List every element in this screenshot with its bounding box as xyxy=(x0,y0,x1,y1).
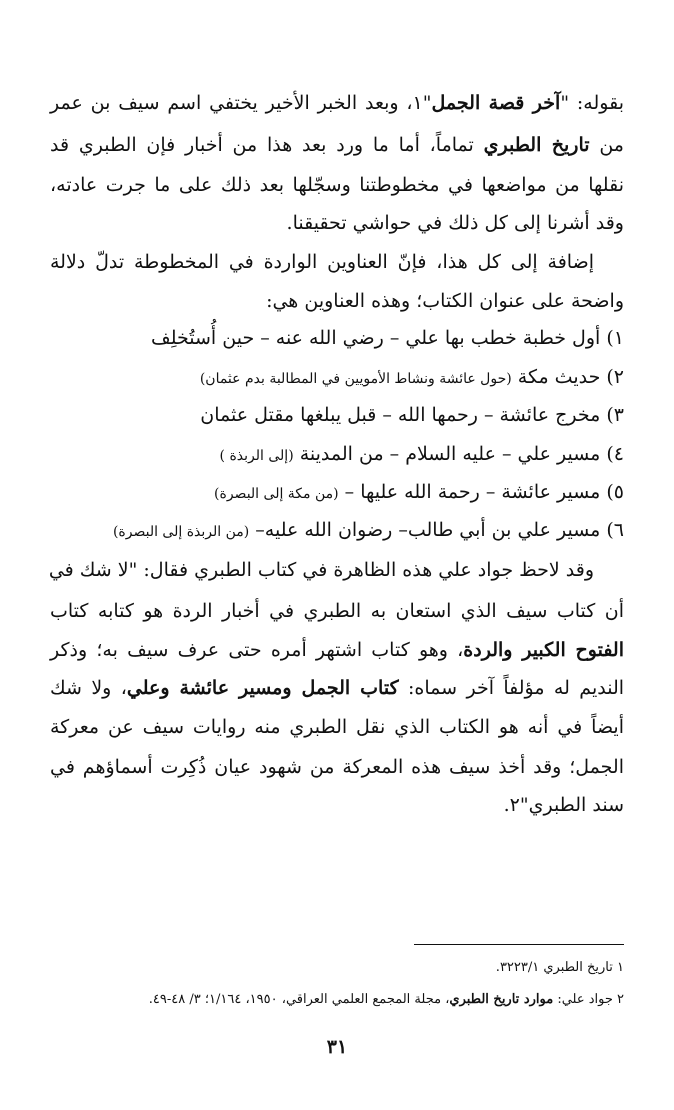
book-title-bold: تاريخ الطبري xyxy=(483,134,590,156)
paragraph-2-line-2: واضحة على عنوان الكتاب؛ وهذه العناوين هي: xyxy=(266,290,624,312)
chapter-title-note: (من مكة إلى البصرة) xyxy=(214,486,339,502)
chapter-title-item: ٤) مسير علي – عليه السلام – من المدينة (إلى الربذة ) xyxy=(219,443,624,465)
book-title-bold: كتاب الجمل ومسير عائشة وعلي xyxy=(126,677,399,699)
paragraph-1-line-4: وقد أشرنا إلى كل ذلك في حواشي تحقيقنا. xyxy=(286,212,624,234)
footnote-1: ١ تاريخ الطبري ٣٢٢٣/١. xyxy=(495,960,624,975)
book-title-bold: الفتوح الكبير والردة xyxy=(463,639,624,661)
paragraph-2-line-1: إضافة إلى كل هذا، فإنّ العناوين الواردة في المخطوطة تدلّ دلالة xyxy=(50,251,594,273)
footnote-divider xyxy=(414,944,624,945)
paragraph-3-line-1: وقد لاحظ جواد علي هذه الظاهرة في كتاب الطبري فقال: "لا شك في xyxy=(48,559,594,581)
paragraph-3-line-2: أن كتاب سيف الذي استعان به الطبري في أخبار الردة هو كتابه كتاب xyxy=(50,600,624,622)
page-number: ٣١ xyxy=(326,1036,348,1058)
book-page xyxy=(50,0,624,1110)
chapter-title-item: ٦) مسير علي بن أبي طالب– رضوان الله عليه– (من الربذة إلى البصرة) xyxy=(112,519,624,541)
book-title-bold: آخر قصة الجمل xyxy=(431,92,561,114)
chapter-title-note: (من الربذة إلى البصرة) xyxy=(112,524,250,540)
paragraph-1-line-3: نقلها من مواضعها في مخطوطتنا وسجّلها بعد ذلك على ما جرت عادته، xyxy=(50,174,624,196)
footnote-2: ٢ جواد علي: موارد تاريخ الطبري، مجلة المجمع العلمي العراقي، ١٩٥٠، ١/١٦٤؛ ٣/ ٤٨-٤٩. xyxy=(148,992,624,1007)
chapter-title-item: ٣) مخرج عائشة – رحمها الله – قبل يبلغها مقتل عثمان xyxy=(200,404,624,426)
book-title-bold: موارد تاريخ الطبري xyxy=(449,992,554,1007)
chapter-title-note: (إلى الربذة ) xyxy=(219,448,294,464)
paragraph-3-line-7: سند الطبري"٢. xyxy=(503,794,624,816)
paragraph-3-line-4: النديم له مؤلفاً آخر سماه: كتاب الجمل ومسير عائشة وعلي، ولا شك xyxy=(50,677,625,699)
chapter-title-item: ١) أول خطبة خطب بها علي – رضي الله عنه – حين أُستُخلِف xyxy=(151,327,624,349)
paragraph-3-line-5: أيضاً في أنه هو الكتاب الذي نقل الطبري منه روايات سيف عن معركة xyxy=(50,716,624,738)
chapter-title-note: (حول عائشة ونشاط الأمويين في المطالبة بدم عثمان) xyxy=(199,371,512,387)
chapter-title-item: ٥) مسير عائشة – رحمة الله عليها – (من مكة إلى البصرة) xyxy=(214,481,624,503)
paragraph-3-line-3: الفتوح الكبير والردة، وهو كتاب اشتهر أمره حتى عرف سيف به؛ وذكر xyxy=(50,639,624,661)
paragraph-3-line-6: الجمل؛ وقد أخذ سيف هذه المعركة من شهود عيان ذُكِرت أسماؤهم في xyxy=(50,756,624,778)
paragraph-1-line-1: بقوله: "آخر قصة الجمل"١، وبعد الخبر الأخير يختفي اسم سيف بن عمر xyxy=(50,92,624,114)
chapter-title-item: ٢) حديث مكة (حول عائشة ونشاط الأمويين في المطالبة بدم عثمان) xyxy=(199,366,624,388)
paragraph-1-line-2: من تاريخ الطبري تماماً، أما ما ورد بعد هذا من أخبار فإن الطبري قد xyxy=(50,134,624,156)
